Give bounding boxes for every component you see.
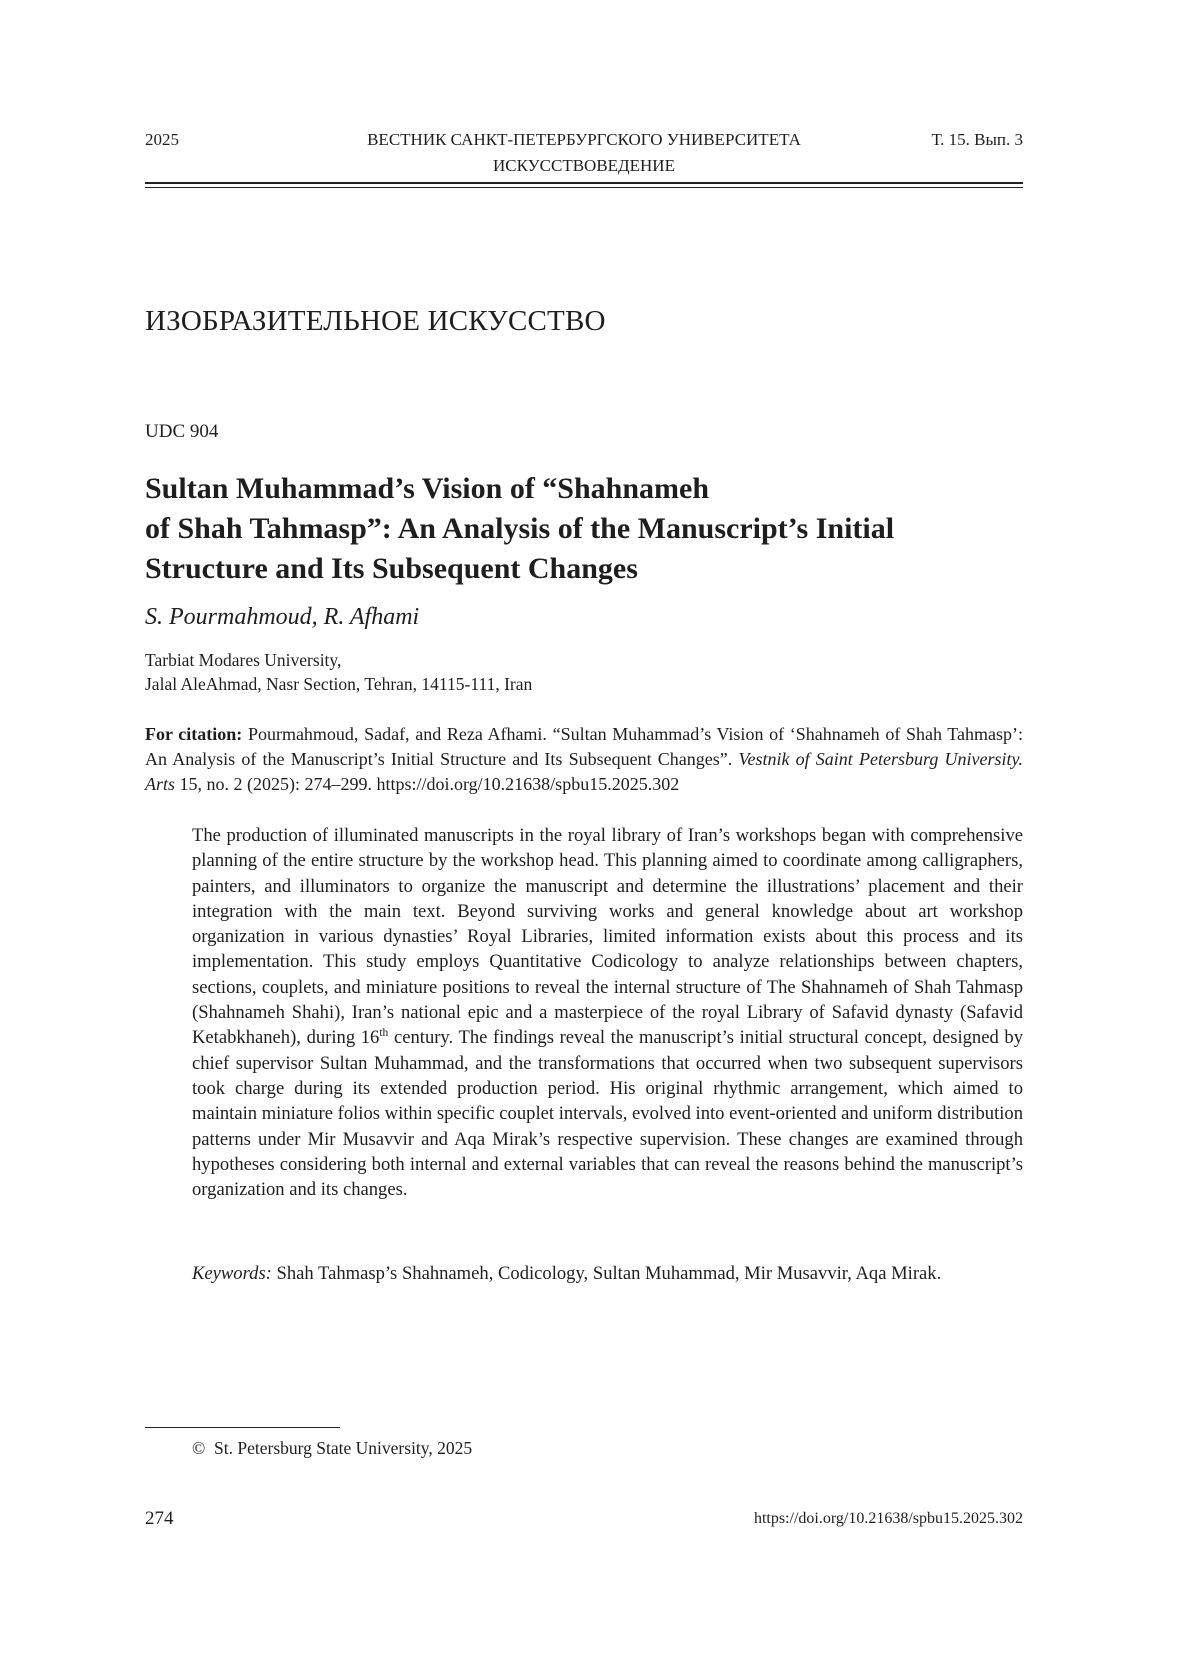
page-number: 274 bbox=[145, 1508, 174, 1529]
header-volume: Т. 15. Вып. 3 bbox=[931, 130, 1023, 149]
header-rule-thick bbox=[145, 182, 1023, 184]
abstract-text-continued: century. The findings reveal the manuscript’s initial structural concept, designed by chief supervisor Sultan Muhammad, and the transformations that occurred when two subsequent supervisors took charge during its extended production period. His original rhythmic arrangement, which aimed to maintain miniature folios within specific couplet intervals, evolved into event-oriented and uniform distribution patterns under Mir Musavvir and Aqa Mirak’s respective supervision. These changes are examined through hypotheses considering both internal and external variables that can reveal the reasons behind the manuscript’s organization and its changes. bbox=[192, 1027, 1023, 1201]
title-line: Structure and Its Subsequent Changes bbox=[145, 552, 638, 585]
affiliation-line: Tarbiat Modares University, bbox=[145, 650, 342, 670]
footnote-rule bbox=[145, 1427, 340, 1428]
authors: S. Pourmahmoud, R. Afhami bbox=[145, 604, 420, 630]
citation-journal: Vestnik of Saint Petersburg University. Arts bbox=[145, 749, 1023, 794]
abstract-superscript: th bbox=[379, 1027, 389, 1040]
footer-doi-link[interactable]: https://doi.org/10.21638/spbu15.2025.302 bbox=[753, 1510, 1023, 1527]
copyright-icon: © bbox=[192, 1438, 206, 1458]
citation-label: For citation: bbox=[145, 724, 243, 744]
keywords bbox=[192, 1261, 1023, 1286]
header-journal-title bbox=[145, 127, 1023, 179]
header-year: 2025 bbox=[145, 130, 179, 149]
affiliation-line: Jalal AleAhmad, Nasr Section, Tehran, 14115-111, Iran bbox=[145, 674, 533, 694]
title-line: Sultan Muhammad’s Vision of “Shahnameh bbox=[145, 472, 710, 505]
udc-code: UDC 904 bbox=[145, 421, 219, 442]
header-rule-thin bbox=[145, 187, 1023, 188]
header-journal-line2: ИСКУССТВОВЕДЕНИЕ bbox=[493, 156, 675, 175]
copyright-footnote bbox=[192, 1438, 472, 1459]
abstract bbox=[192, 823, 1023, 1202]
section-heading: ИЗОБРАЗИТЕЛЬНОЕ ИСКУССТВО bbox=[145, 305, 606, 337]
title-line: of Shah Tahmasp”: An Analysis of the Manuscript’s Initial bbox=[145, 512, 895, 545]
keywords-label: Keywords: bbox=[192, 1263, 272, 1284]
citation-text: Pourmahmoud, Sadaf, and Reza Afhami. “Sultan Muhammad’s Vision of ‘Shahnameh of Shah Tahmasp’: An Analysis of the Manuscript’s Initial Structure and Its Subsequent Changes”. bbox=[145, 724, 1023, 769]
citation-block bbox=[145, 722, 1023, 797]
copyright-text: St. Petersburg State University, 2025 bbox=[214, 1438, 473, 1458]
abstract-text: The production of illuminated manuscripts in the royal library of Iran’s workshops began with comprehensive planning of the entire structure by the workshop head. This planning aimed to coordinate among calligraphers, painters, and illuminators to organize the manuscript and determine the illustrations’ placement and their integration with the main text. Beyond surviving works and general knowledge about art workshop organization in various dynasties’ Royal Libraries, limited information exists about this process and its implementation. This study employs Quantitative Codicology to analyze relationships between chapters, sections, couplets, and miniature positions to reveal the internal structure of The Shahnameh of Shah Tahmasp (Shahnameh Shahi), Iran’s national epic and a masterpiece of the royal Library of Safavid dynasty (Safavid Ketabkhaneh), during 16 bbox=[192, 825, 1023, 1049]
article-title bbox=[145, 469, 1015, 589]
header-journal-line1: ВЕСТНИК САНКТ-ПЕТЕРБУРГСКОГО УНИВЕРСИТЕТА bbox=[367, 130, 801, 149]
keywords-text: Shah Tahmasp’s Shahnameh, Codicology, Sultan Muhammad, Mir Musavvir, Aqa Mirak. bbox=[271, 1263, 942, 1284]
citation-tail: 15, no. 2 (2025): 274–299. https://doi.org/10.21638/spbu15.2025.302 bbox=[175, 774, 680, 794]
affiliation bbox=[145, 648, 532, 696]
